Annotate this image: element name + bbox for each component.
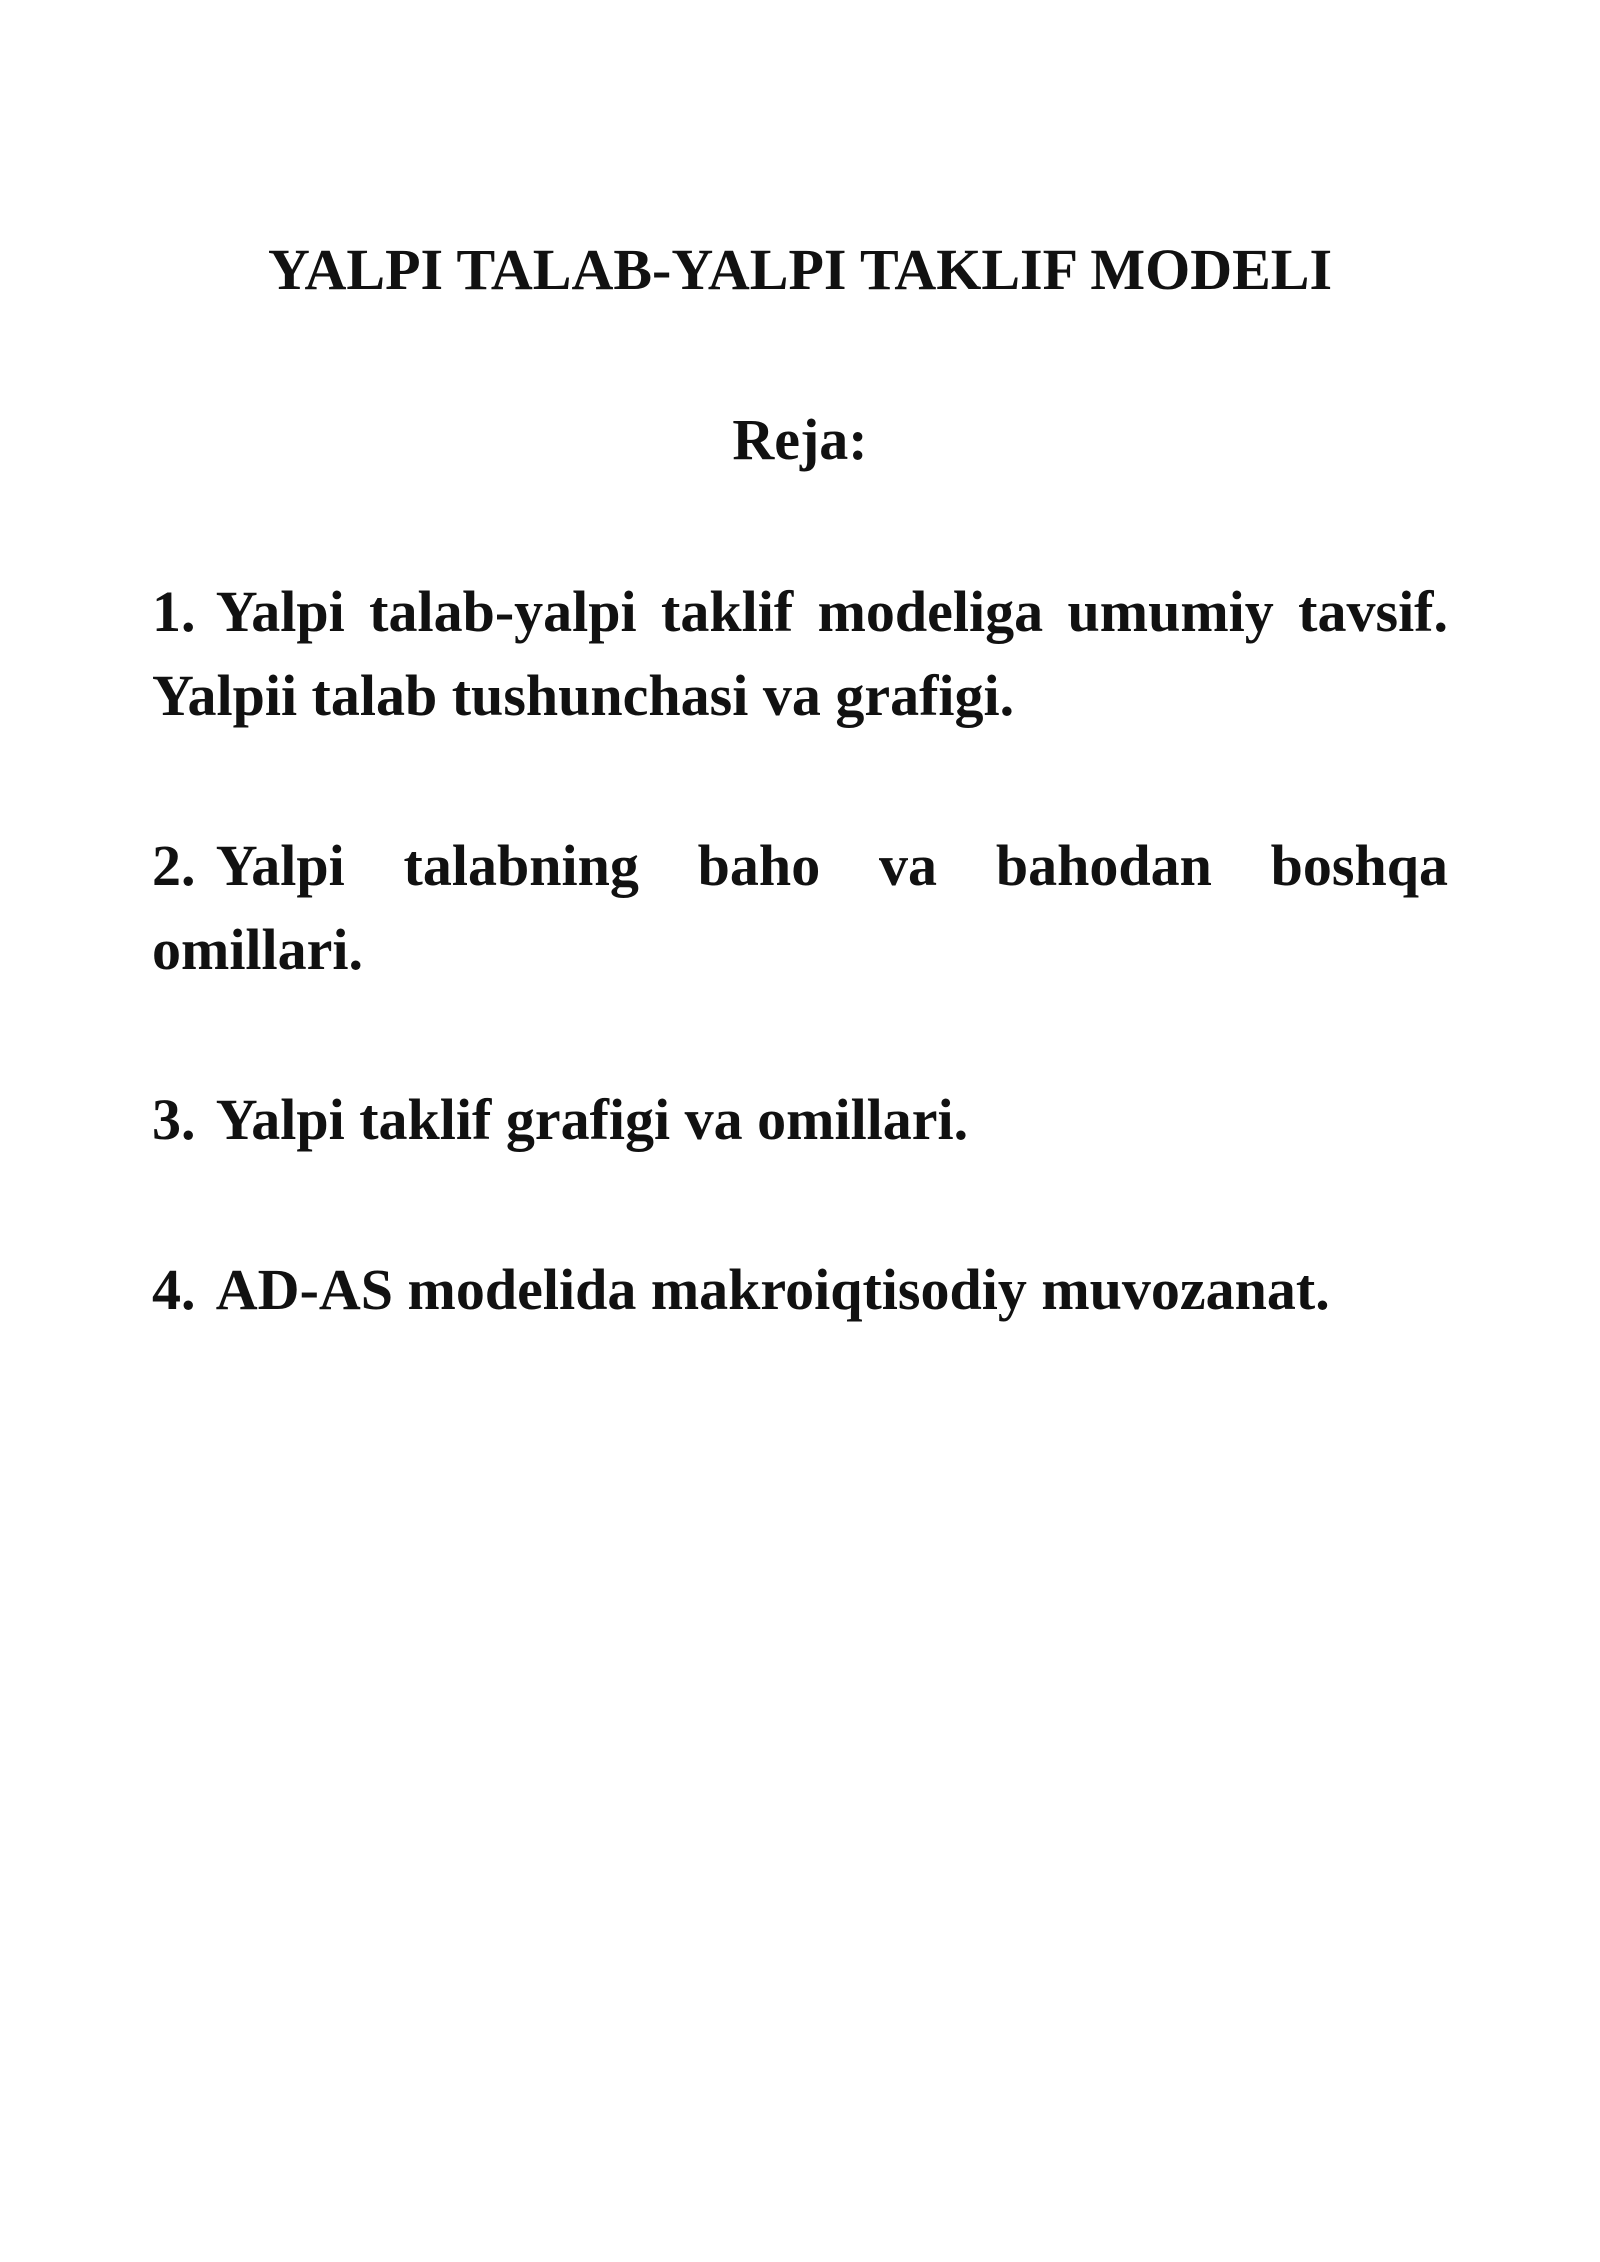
plan-list (152, 570, 1448, 1332)
plan-item-number: 1. (152, 579, 196, 644)
plan-item-text: Yalpi talab-yalpi taklif modeliga umumiy tavsif. Yalpii talab tushunchasi va grafigi. (152, 579, 1448, 728)
plan-item-number: 2. (152, 833, 196, 898)
plan-item-1 (152, 570, 1448, 738)
plan-item-number: 4. (152, 1257, 196, 1322)
document-title: YALPI TALAB-YALPI TAKLIF MODELI (267, 237, 1333, 302)
plan-item-text: Yalpi talabning baho va bahodan boshqa omillari. (152, 833, 1448, 982)
plan-heading: Reja: (732, 407, 868, 472)
plan-item-number: 3. (152, 1087, 196, 1152)
plan-item-text: Yalpi taklif grafigi va omillari. (215, 1087, 969, 1152)
plan-item-text: AD-AS modelida makroiqtisodiy muvozanat. (215, 1257, 1330, 1322)
plan-item-4 (152, 1248, 1448, 1332)
plan-item-3 (152, 1078, 1448, 1162)
plan-item-2 (152, 824, 1448, 992)
